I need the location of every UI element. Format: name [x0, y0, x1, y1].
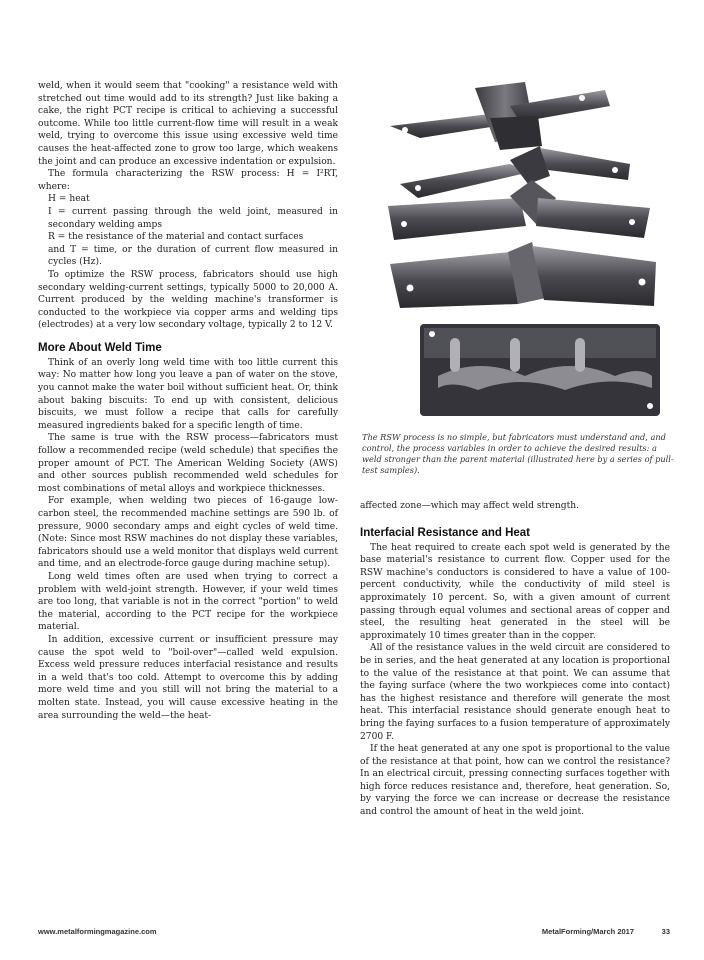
body-paragraph: The same is true with the RSW process—fabricators must follow a recommended recipe (weld schedule) that specifies the proper amount of PCT. The American Welding Society (AWS) and other sources publish recommended weld schedules for most combinations of metal alloys and workpiece thicknesses.: [38, 433, 338, 494]
section-heading: More About Weld Time: [38, 341, 162, 354]
body-paragraph: affected zone—which may affect weld strength.: [360, 501, 579, 511]
body-paragraph: If the heat generated at any one spot is proportional to the value of the resistance at that point, how can we control the resistance? In an electrical circuit, pressing connecting surfaces together with high force reduces resistance and, therefore, heat generation. So, by varying the force we can increase or decrease the resistance and control the amount of heat in the weld joint.: [360, 744, 670, 818]
body-paragraph: Think of an overly long weld time with too little current this way: No matter how long you leave a pan of water on the stove, you cannot make the water boil without sufficient heat. Or, think about baking biscuits: To end up with consistent, delicious biscuits, we must follow a recipe that calls for carefully measured ingredients baked for a specific length of time.: [38, 357, 338, 431]
footer-url[interactable]: www.metalformingmagazine.com: [38, 927, 157, 936]
figure-caption: The RSW process is no simple, but fabricators must understand and, and control, the process variables in order to achieve the desired results: a weld stronger than the parent material (illustrated here by a series of pull-test samples).: [362, 432, 674, 475]
body-paragraph: weld, when it would seem that "cooking" a resistance weld with stretched out time would add to its strength? Just like baking a cake, the right PCT recipe is critical to achieving a successful outcome. While too little current-flow time will result in a weak weld, trying to overcome this issue using excessive weld time causes the heat-affected zone to grow too large, which weakens the joint and can produce an excessive indentation or expulsion.: [38, 81, 338, 167]
right-column: [360, 500, 670, 819]
sample-5: [420, 324, 660, 416]
footer-magazine-issue: MetalForming/March 2017: [541, 927, 634, 936]
variable-line: I = current passing through the weld joint, measured in secondary welding amps: [48, 206, 338, 230]
sample-4: [390, 242, 656, 308]
body-paragraph: To optimize the RSW process, fabricators should use high secondary welding-current settings, typically 5000 to 20,000 A. Current produced by the welding machine's transformer is conducted to the workpiece via copper arms and welding tips (electrodes) at a very low secondary voltage, typically 2 to 12 V.: [38, 269, 338, 331]
pull-test-samples-photo: [360, 76, 676, 428]
variable-line: and T = time, or the duration of current flow measured in cycles (Hz).: [48, 244, 338, 268]
body-paragraph: All of the resistance values in the weld circuit are considered to be in series, and the heat generated at any location is proportional to the value of the resistance at that point. We can assume that the faying surface (where the two workpieces come into contact) has the highest resistance and therefore will generate the most heat. This interfacial resistance should generate enough heat to bring the faying surfaces to a fusion temperature of approximately 2700 F.: [360, 643, 670, 742]
body-paragraph: The heat required to create each spot weld is generated by the base material's resistance to current flow. Copper used for the RSW machine's conductors is considered to have a value of 100-percent conductivity, while the conductivity of mild steel is approximately 10 percent. So, with a given amount of current passing through equal volumes and sectional areas of copper and steel, the resulting heat generated in the steel will be approximately 10 times greater than in the copper.: [360, 542, 670, 641]
body-paragraph: Long weld times often are used when trying to correct a problem with weld-joint strength. However, if your weld times are too long, that variable is not in the correct "portion" to weld the material, according to the PCT recipe for the workpiece material.: [38, 571, 338, 633]
page-number: 33: [661, 927, 670, 936]
variable-line: R = the resistance of the material and contact surfaces: [48, 232, 304, 243]
sample-2: [400, 146, 630, 198]
section-heading: Interfacial Resistance and Heat: [360, 526, 531, 539]
variable-line: H = heat: [48, 194, 90, 205]
body-paragraph: For example, when welding two pieces of 16-gauge low-carbon steel, the recommended machine settings are 590 lb. of pressure, 9000 secondary amps and eight cycles of weld time. (Note: Since most RSW machines do not display these variables, fabricators should use a weld monitor that displays weld current and time, and an electrode-force gauge during machine setup).: [38, 496, 338, 570]
formula-paragraph: The formula characterizing the RSW process: H = I²RT, where:: [38, 169, 338, 192]
sample-1: [390, 82, 610, 150]
left-column: [38, 80, 338, 722]
body-paragraph: In addition, excessive current or insufficient pressure may cause the spot weld to "boil-over"—called weld expulsion. Excess weld pressure reduces interfacial resistance and results in a weld that's too cold. Attempt to overcome this by adding more weld time and you still will not bring the material to a molten state. Instead, you will cause excessive heating in the area surrounding the weld—the heat-: [38, 634, 338, 721]
page-footer: [38, 927, 670, 939]
